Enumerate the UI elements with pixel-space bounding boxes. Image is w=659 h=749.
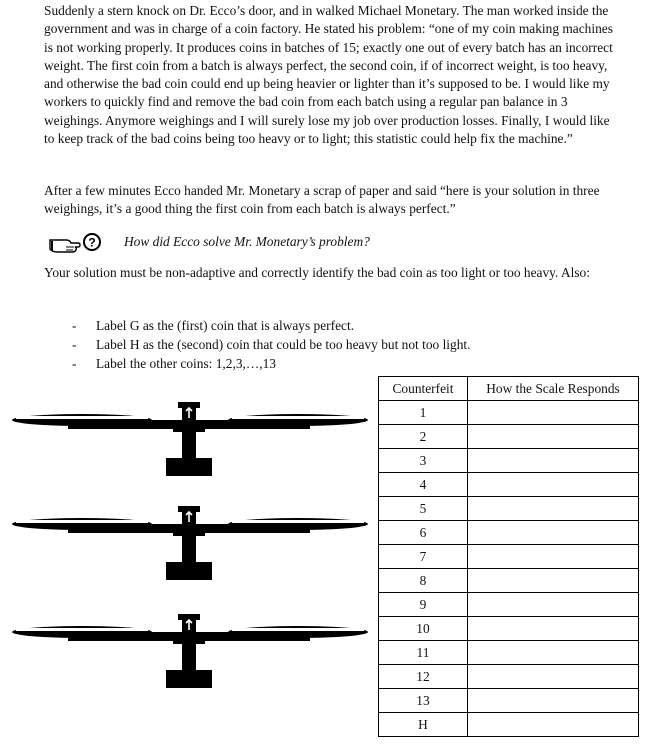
bullet-dash: - xyxy=(72,318,77,333)
instruction-text: Label G as the (first) coin that is always perfect. xyxy=(96,318,355,333)
instruction-text: Label H as the (second) coin that could be too heavy but not too light. xyxy=(96,337,471,352)
table-row xyxy=(379,689,639,713)
scale-response-cell[interactable] xyxy=(468,641,639,665)
counterfeit-cell: 5 xyxy=(379,497,468,521)
bullet-dash: - xyxy=(72,356,77,371)
table-row xyxy=(379,449,639,473)
table-row xyxy=(379,497,639,521)
table-row xyxy=(379,593,639,617)
story-paragraph-1: Suddenly a stern knock on Dr. Ecco’s door, and in walked Michael Monetary. The man worked inside the government and was in charge of a coin factory. He stated his problem: “one of my coin making machines is not working properly. It produces coins in batches of 15; exactly one out of every batch has an incorrect weight. The first coin from a batch is always perfect, the second coin, if of incorrect weight, is too heavy, and otherwise the bad coin could end up being heavier or lighter than it’s supposed to be. I would like my workers to quickly find and remove the bad coin from each batch using a regular pan balance in 3 weighings. Anymore weighings and I will surely lose my job over production losses. Finally, I would like to keep track of the bad coins being too heavy or to light; this statistic could help fix the machine.” xyxy=(44,3,613,147)
instruction-text: Label the other coins: 1,2,3,…,13 xyxy=(96,356,276,371)
counterfeit-cell: 8 xyxy=(379,569,468,593)
counterfeit-cell: 10 xyxy=(379,617,468,641)
scale-response-cell[interactable] xyxy=(468,689,639,713)
instruction-item xyxy=(72,335,470,354)
pan-balance-icon xyxy=(8,502,370,584)
counterfeit-cell: 7 xyxy=(379,545,468,569)
table-row xyxy=(379,641,639,665)
bullet-dash: - xyxy=(72,337,77,352)
counterfeit-cell: 11 xyxy=(379,641,468,665)
svg-text:?: ? xyxy=(88,235,96,250)
counterfeit-table xyxy=(378,376,639,737)
pan-balance-icon xyxy=(8,610,370,692)
scale-response-cell[interactable] xyxy=(468,401,639,425)
counterfeit-cell: 2 xyxy=(379,425,468,449)
scale-response-cell[interactable] xyxy=(468,545,639,569)
counterfeit-cell: 1 xyxy=(379,401,468,425)
scale-response-cell[interactable] xyxy=(468,497,639,521)
table-row xyxy=(379,425,639,449)
table-row xyxy=(379,521,639,545)
table-row xyxy=(379,569,639,593)
table-row xyxy=(379,617,639,641)
scale-response-cell[interactable] xyxy=(468,665,639,689)
scale-response-cell[interactable] xyxy=(468,593,639,617)
scale-response-cell[interactable] xyxy=(468,521,639,545)
story-paragraph-2: After a few minutes Ecco handed Mr. Monetary a scrap of paper and said “here is your solution in three weighings, it’s a good thing the first coin from each batch is always perfect.” xyxy=(44,183,600,217)
counterfeit-cell: 13 xyxy=(379,689,468,713)
table-row xyxy=(379,401,639,425)
counterfeit-cell: H xyxy=(379,713,468,737)
scale-response-cell[interactable] xyxy=(468,713,639,737)
counterfeit-cell: 3 xyxy=(379,449,468,473)
question-text: How did Ecco solve Mr. Monetary’s problem? xyxy=(124,234,370,249)
column-header-counterfeit: Counterfeit xyxy=(379,377,468,401)
counterfeit-cell: 6 xyxy=(379,521,468,545)
scale-response-cell[interactable] xyxy=(468,569,639,593)
table-row xyxy=(379,545,639,569)
counterfeit-cell: 9 xyxy=(379,593,468,617)
pan-balance-icon xyxy=(8,398,370,480)
scale-response-cell[interactable] xyxy=(468,425,639,449)
table-row xyxy=(379,665,639,689)
requirements-paragraph: Your solution must be non-adaptive and correctly identify the bad coin as too light or too heavy. Also: xyxy=(44,265,590,280)
counterfeit-cell: 12 xyxy=(379,665,468,689)
instruction-item xyxy=(72,354,470,373)
hand-with-question-mark-icon xyxy=(48,232,104,254)
table-row xyxy=(379,473,639,497)
counterfeit-cell: 4 xyxy=(379,473,468,497)
table-header-row xyxy=(379,377,639,401)
instruction-list xyxy=(72,316,470,373)
scale-response-cell[interactable] xyxy=(468,473,639,497)
column-header-scale-response: How the Scale Responds xyxy=(468,377,639,401)
scale-response-cell[interactable] xyxy=(468,617,639,641)
instruction-item xyxy=(72,316,470,335)
table-row xyxy=(379,713,639,737)
scale-response-cell[interactable] xyxy=(468,449,639,473)
